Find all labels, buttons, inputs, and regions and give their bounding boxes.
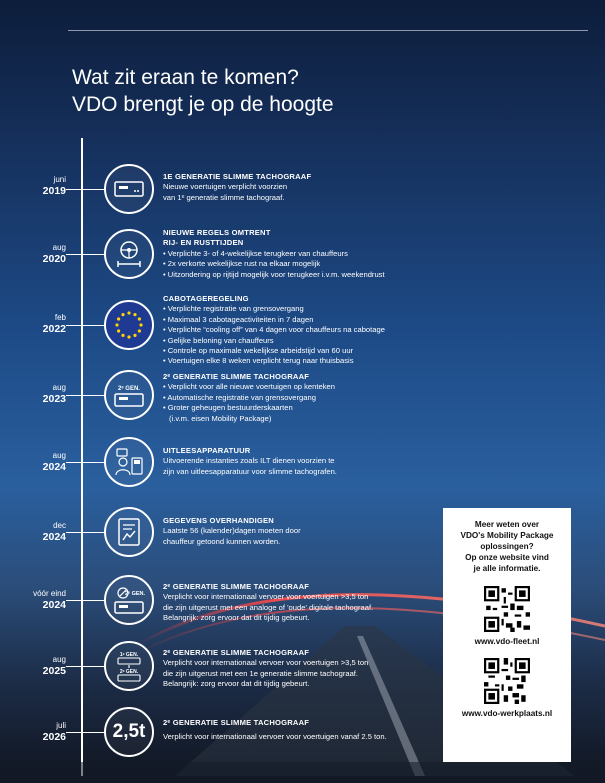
vdo-werkplaats-link[interactable]: www.vdo-werkplaats.nl (461, 709, 553, 718)
tachograph-2gen-swap-icon (104, 575, 154, 625)
timeline-tick (66, 732, 104, 733)
timeline-text: 2ᵉ GENERATIE SLIMME TACHOGRAAF Verplicht voor internationaal vervoer voor voertuigen >3,5 ton die zijn uitgerust met een analoge of 'oude' digitale tachograaf. Belangrijk: zorg ervoor dat dit tijdig gebeurt. (163, 582, 374, 623)
timeline-text: 2ᵉ GENERATIE SLIMME TACHOGRAAF Verplicht voor internationaal vervoer voor voertuigen >3,5 ton die zijn uitgerust met een 1e generatie slimme tachograaf. Belangrijk: zorg ervoor dat dit tijdig gebeurt. (163, 648, 369, 689)
tachograph-2gen-icon (104, 370, 154, 420)
tachograph-1gen-2gen-icon (104, 641, 154, 691)
page-title (72, 64, 334, 118)
timeline-date: dec 2024 (42, 521, 66, 543)
top-divider (68, 30, 588, 31)
timeline-text: 1E GENERATIE SLIMME TACHOGRAAF Nieuwe voertuigen verplicht voorzien van 1ᵉ generatie slimme tachograaf. (163, 172, 312, 202)
timeline-text: UITLEESAPPARATUUR Uitvoerende instanties zoals ILT dienen voorzien te zijn van uitleesapparatuur voor slimme tachografen. (163, 446, 337, 476)
timeline-tick (66, 666, 104, 667)
steering-wheel-bed-icon (104, 229, 154, 279)
timeline-tick (66, 600, 104, 601)
timeline-tick (66, 325, 104, 326)
svg-text:2ᵉ GEN.: 2ᵉ GEN. (118, 386, 140, 392)
timeline-tick (66, 189, 104, 190)
timeline-date: aug 2024 (42, 451, 66, 473)
timeline-tick (66, 254, 104, 255)
timeline-date: juli 2026 (42, 721, 66, 743)
timeline-date: feb 2022 (42, 313, 66, 335)
title-line-2: VDO brengt je op de hoogte (72, 93, 334, 116)
svg-text:2ᵉ GEN.: 2ᵉ GEN. (124, 591, 146, 597)
qr-code-fleet-icon[interactable] (484, 586, 530, 632)
weight-badge-icon: 2,5t (104, 707, 154, 757)
timeline-tick (66, 462, 104, 463)
timeline-text: 2ᵉ GENERATIE SLIMME TACHOGRAAF Verplicht voor internationaal vervoer voor voertuigen vanaf 2.5 ton. (163, 718, 387, 742)
timeline-text: 2ᵉ GENERATIE SLIMME TACHOGRAAF • Verplicht voor alle nieuwe voertuigen op kenteken • Automatische registratie van grensovergang • Groter geheugen bestuurderskaarten (i.v.m. eisen Mobility Package) (163, 372, 335, 424)
timeline-text: GEGEVENS OVERHANDIGEN Laatste 56 (kalender)dagen moeten door chauffeur getoond kunnen worden. (163, 516, 301, 546)
timeline-date: aug 2020 (42, 243, 66, 265)
timeline-date: aug 2025 (42, 655, 66, 677)
title-line-1: Wat zit eraan te komen? (72, 66, 299, 89)
document-icon (104, 507, 154, 557)
vdo-fleet-link[interactable]: www.vdo-fleet.nl (474, 637, 540, 646)
timeline-tick (66, 532, 104, 533)
svg-text:2ᵉ GEN.: 2ᵉ GEN. (119, 669, 139, 675)
qr-code-werkplaats-icon[interactable] (484, 658, 530, 704)
viewer-toolbar (0, 762, 605, 783)
tachograph-icon (104, 164, 154, 214)
svg-text:1ᵉ GEN.: 1ᵉ GEN. (119, 652, 139, 658)
timeline-tick (66, 395, 104, 396)
eu-flag-icon (104, 300, 154, 350)
timeline-text: NIEUWE REGELS OMTRENT RIJ- EN RUSTTIJDEN • Verplichte 3- of 4-wekelijkse terugkeer van chauffeurs • 2x verkorte wekelijkse rust na elkaar mogelijk • Uitzondering op rijtijd mogelijk voor terugkeer i.v.m. weekendrust (163, 228, 385, 280)
info-panel: Meer weten over VDO's Mobility Package oplossingen? Op onze website vind je alle informatie. www.vdo-fleet.nl www.vdo-werkplaats.nl (443, 508, 571, 762)
timeline-date: vóór eind 2024 (33, 589, 66, 611)
timeline-date: aug 2023 (42, 383, 66, 405)
timeline-date: juni 2019 (42, 175, 66, 197)
inspection-equipment-icon (104, 437, 154, 487)
timeline-text: CABOTAGEREGELING • Verplichte registratie van grensovergang • Maximaal 3 cabotageactiviteiten in 7 dagen • Verplichte “cooling off” van 4 dagen voor chauffeurs na cabotage • Gelijke beloning van chauffeurs • Controle op maximale wekelijkse arbeidstijd van 60 uur • Voertuigen elke 8 weken verplicht terug naar thuisbasis (163, 294, 385, 367)
timeline-line (81, 138, 83, 776)
